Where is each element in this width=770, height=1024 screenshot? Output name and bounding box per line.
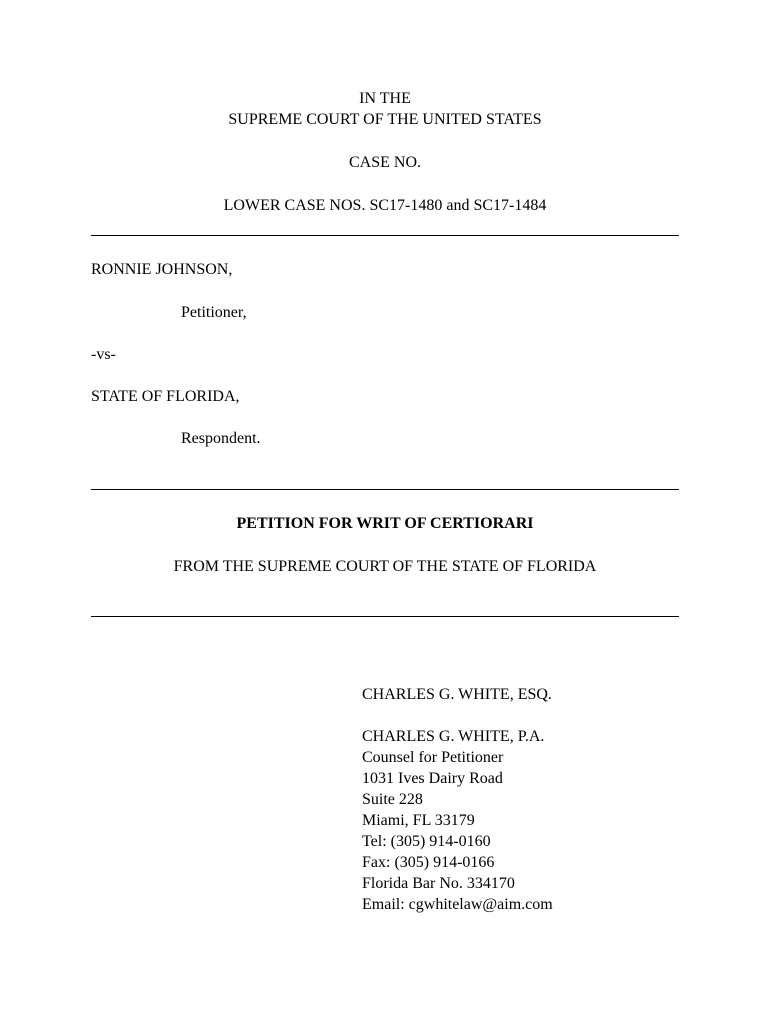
- respondent-name: STATE OF FLORIDA,: [91, 388, 240, 405]
- court-line-in-the: IN THE: [359, 90, 411, 107]
- address-city: Miami, FL 33179: [362, 812, 475, 829]
- versus-label: -vs-: [91, 346, 116, 363]
- counsel-role: Counsel for Petitioner: [362, 749, 504, 766]
- petitioner-role: Petitioner,: [181, 304, 247, 321]
- divider-rule: [91, 616, 679, 617]
- firm-name: CHARLES G. WHITE, P.A.: [362, 728, 545, 745]
- email: Email: cgwhitelaw@aim.com: [362, 896, 553, 913]
- divider-rule: [91, 235, 679, 236]
- petitioner-name: RONNIE JOHNSON,: [91, 261, 233, 278]
- divider-rule: [91, 489, 679, 490]
- counsel-block: [362, 684, 553, 915]
- fax: Fax: (305) 914-0166: [362, 854, 495, 871]
- telephone: Tel: (305) 914-0160: [362, 833, 491, 850]
- case-number: CASE NO.: [348, 154, 421, 171]
- petition-title: PETITION FOR WRIT OF CERTIORARI: [236, 515, 534, 532]
- court-name: SUPREME COURT OF THE UNITED STATES: [228, 111, 542, 128]
- lower-case-numbers: LOWER CASE NOS. SC17-1480 and SC17-1484: [223, 197, 547, 214]
- petition-subtitle: FROM THE SUPREME COURT OF THE STATE OF FLORIDA: [173, 558, 597, 575]
- attorney-name: CHARLES G. WHITE, ESQ.: [362, 686, 552, 703]
- respondent-role: Respondent.: [181, 430, 261, 447]
- bar-number: Florida Bar No. 334170: [362, 875, 515, 892]
- address-street: 1031 Ives Dairy Road: [362, 770, 503, 787]
- address-suite: Suite 228: [362, 791, 423, 808]
